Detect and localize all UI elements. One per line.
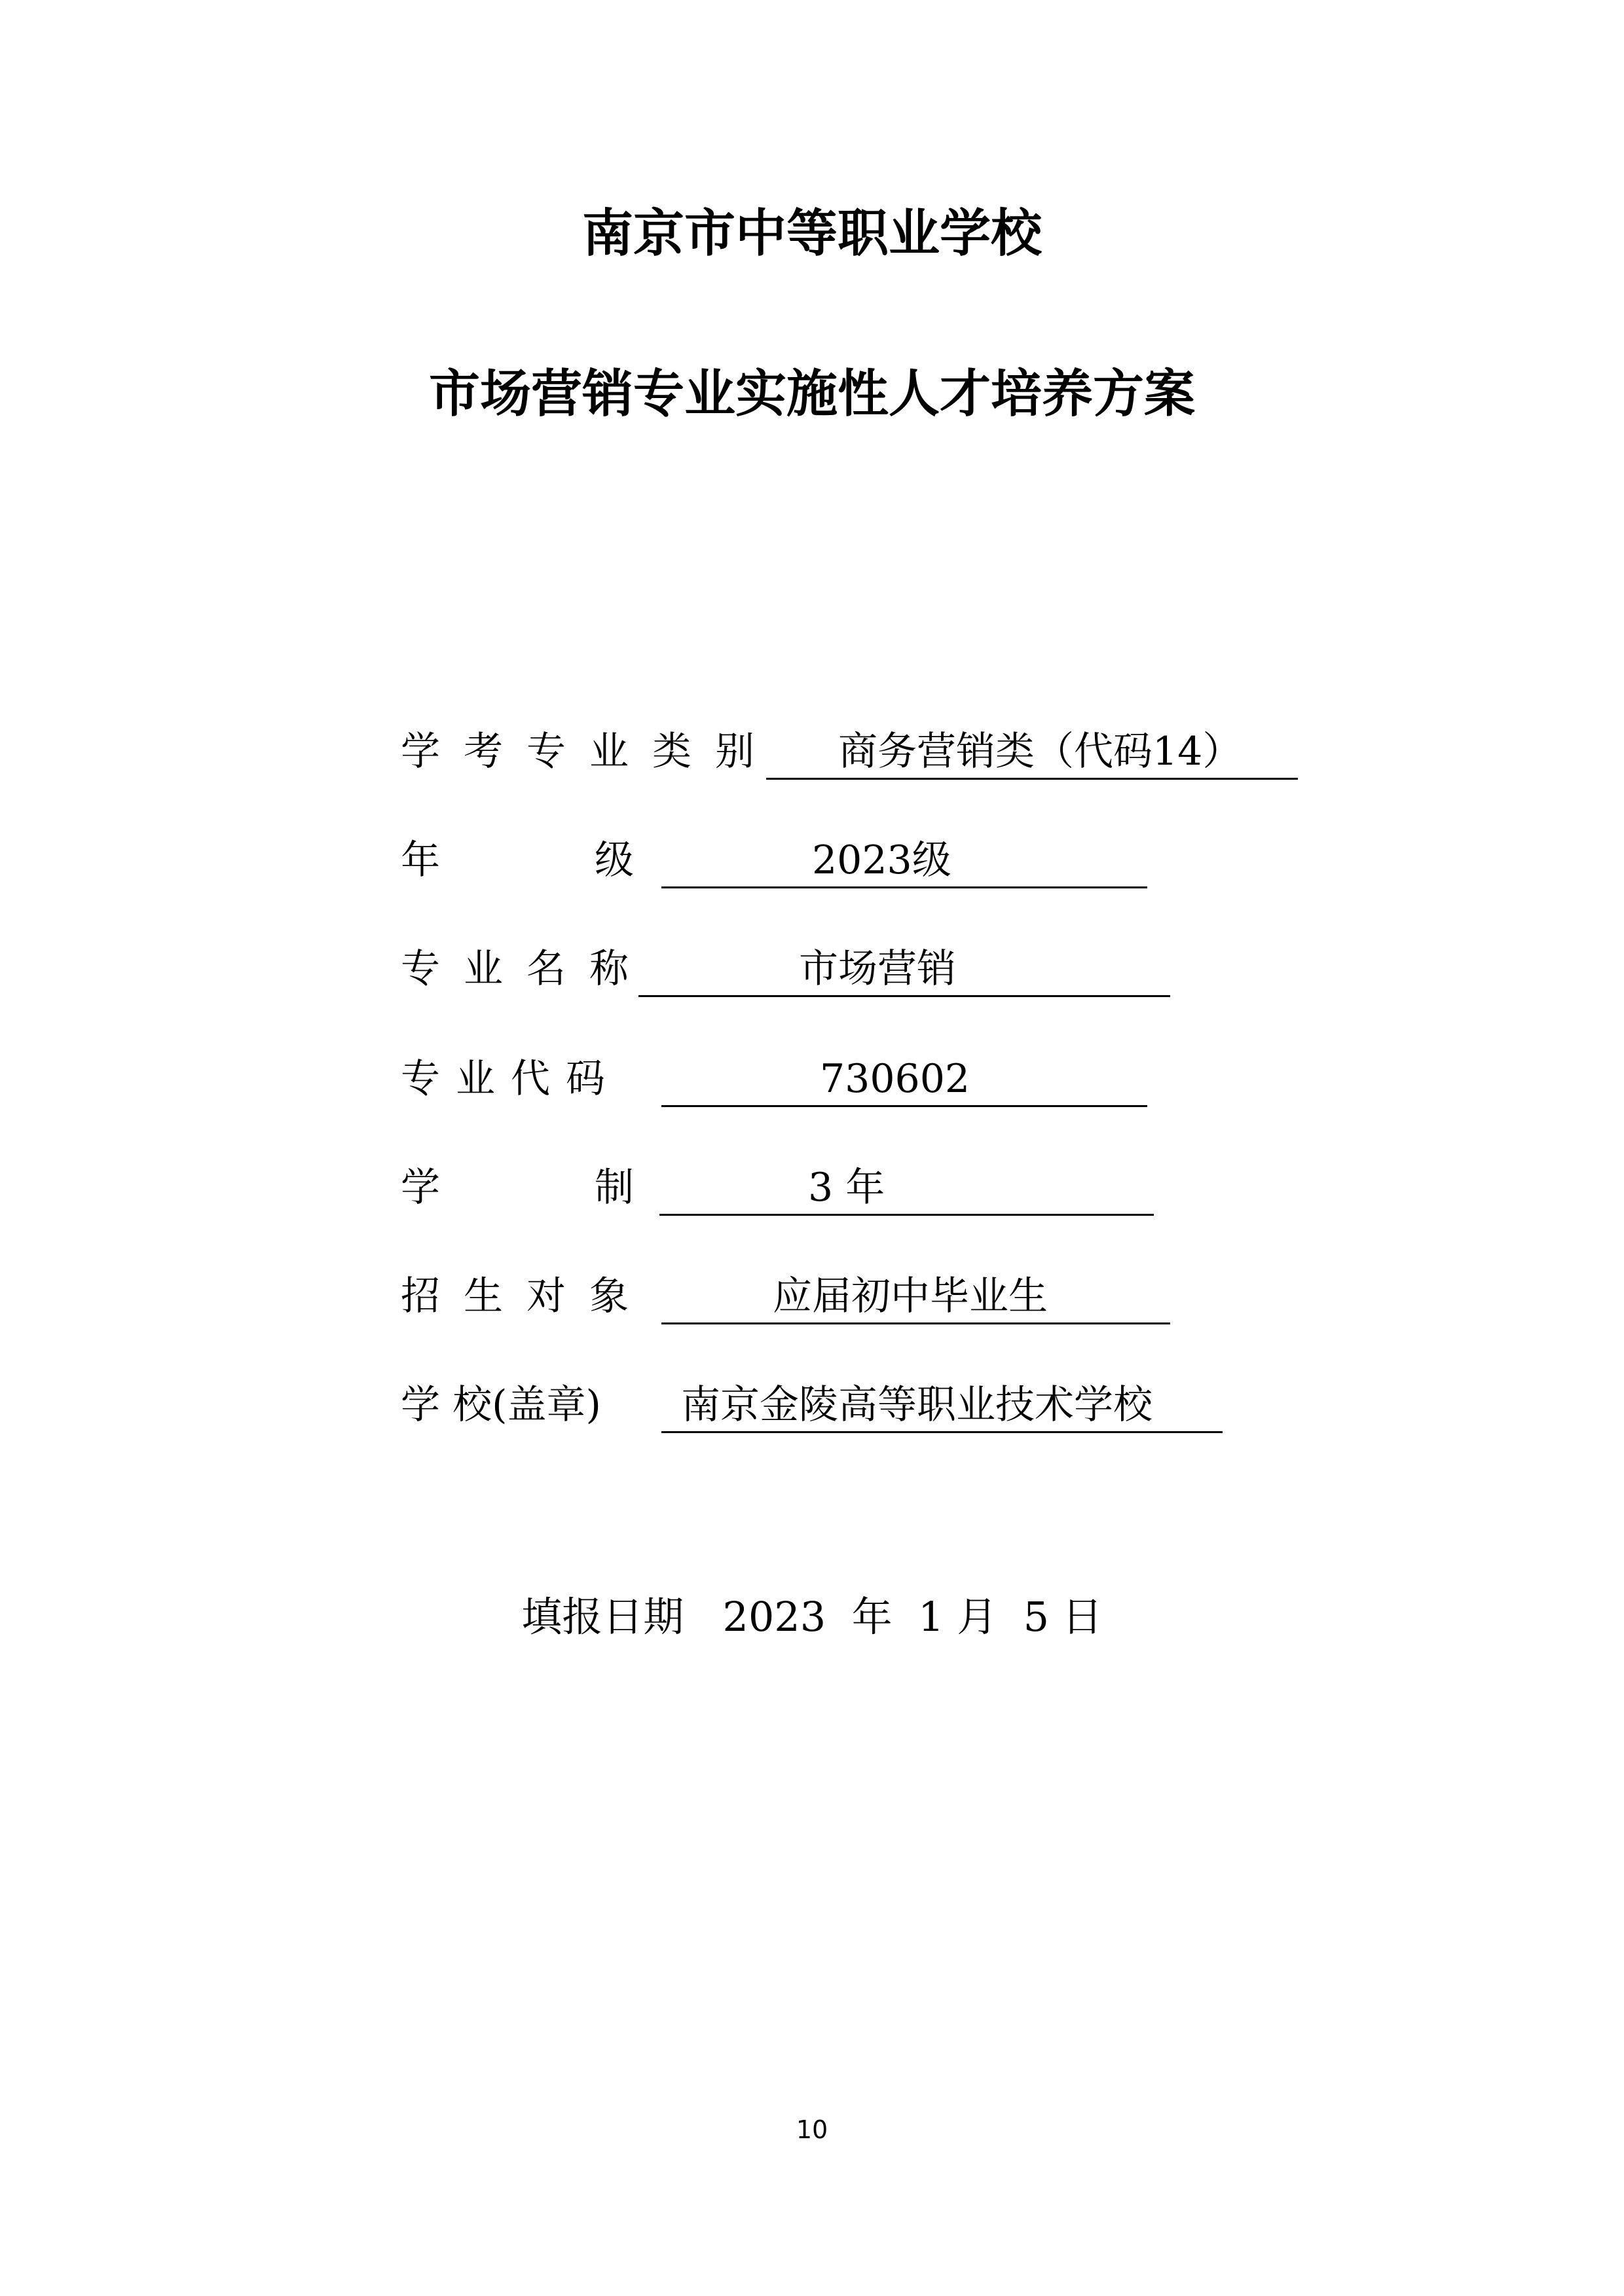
field-label-duration-start: 学 (401, 1165, 440, 1211)
field-major-code (401, 1053, 1147, 1105)
field-major-name (401, 943, 1170, 995)
field-label-enrollment-target: 招生对象 (401, 1273, 652, 1319)
field-enrollment-target (401, 1270, 1170, 1322)
field-value-exam-category: 商务营销类（代码14） (838, 729, 1242, 774)
field-value-major-name: 市场营销 (799, 946, 956, 992)
field-label-school-seal: 学 校(盖章) (401, 1382, 601, 1428)
field-grade (401, 834, 1147, 886)
field-duration (401, 1161, 1154, 1214)
plan-title: 市场营销专业实施性人才培养方案 (428, 365, 1195, 424)
fill-date-label: 填报日期 (521, 1593, 684, 1641)
field-exam-category (401, 725, 1298, 778)
school-title: 南京市中等职业学校 (581, 204, 1042, 263)
page-number: 10 (796, 2115, 828, 2144)
field-label-grade-start: 年 (401, 837, 440, 883)
field-label-grade-end: 级 (595, 837, 634, 883)
field-label-major-name: 专业名称 (401, 946, 652, 992)
field-value-enrollment-target: 应届初中毕业生 (773, 1273, 1048, 1319)
field-value-major-code: 730602 (820, 1056, 970, 1102)
field-value-school-seal: 南京金陵高等职业技术学校 (681, 1382, 1153, 1428)
field-value-duration: 3 年 (808, 1165, 885, 1211)
fill-date-value: 2023 年 1 月 5 日 (722, 1593, 1103, 1641)
field-label-duration-end: 制 (595, 1165, 634, 1211)
field-underline (659, 1161, 1154, 1216)
field-value-grade: 2023级 (812, 837, 951, 883)
field-school-seal (401, 1379, 1223, 1431)
field-label-exam-category: 学考专业类别 (401, 729, 778, 774)
fill-date-line (0, 1591, 1624, 1643)
field-label-major-code: 专业代码 (401, 1056, 621, 1102)
